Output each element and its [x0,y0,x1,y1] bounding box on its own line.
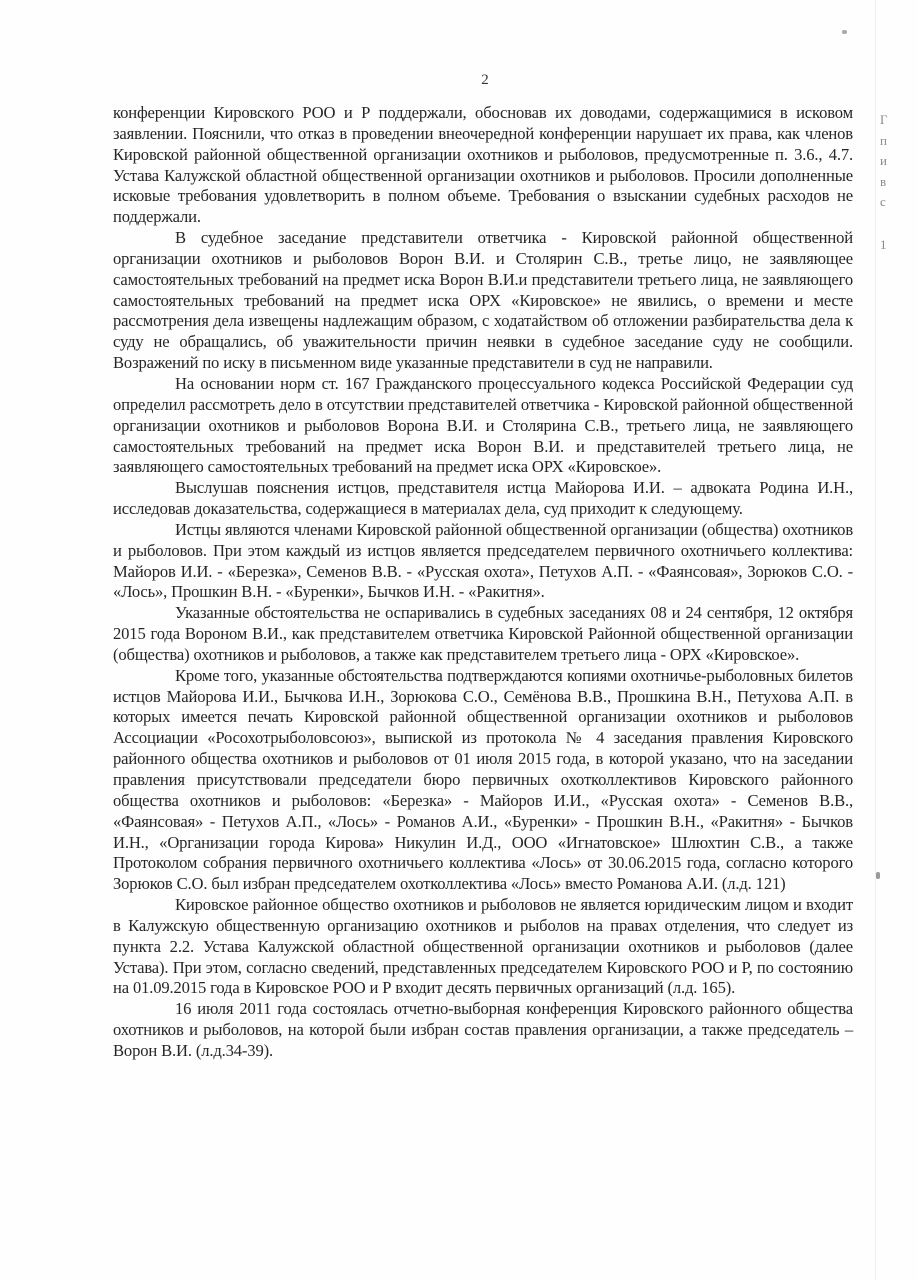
bleed-char: с [880,194,886,209]
paragraph-8: Кировское районное общество охотников и рыболовов не является юридическим лицом и входит в Калужскую общественную организацию охотников и рыболов на правах отделения, что следует из пункта 2.2. Устава Калужской областной общественной организации охотников и рыболовов (далее Устава). При этом, согласно сведений, представленных председателем Кировского РОО и Р, по состоянию на 01.09.2015 года в Кировское РОО и Р входит десять первичных организаций (л.д. 165). [113,895,853,998]
paragraph-5: Истцы являются членами Кировской районной общественной организации (общества) охотников и рыболовов. При этом каждый из истцов является председателем первичного охотничьего коллектива: Майоров И.И. - «Березка», Семенов В.В. - «Русская охота», Петухов А.П. - «Фаянсовая», Зорюков С.О. - «Лось», Прошкин В.Н. - «Буренки», Бычков И.Н. - «Ракитня». [113,519,853,602]
paragraph-9: 16 июля 2011 года состоялась отчетно-выборная конференция Кировского районного общества охотников и рыболовов, на которой были избран состав правления организации, а также председатель – Ворон В.И. (л.д.34-39). [113,999,853,1060]
paragraph-4: Выслушав пояснения истцов, представителя истца Майорова И.И. – адвоката Родина И.Н., исследовав доказательства, содержащиеся в материалах дела, суд приходит к следующему. [113,478,853,519]
bleed-char: Г [880,112,888,127]
paragraph-6: Указанные обстоятельства не оспаривались в судебных заседаниях 08 и 24 сентября, 12 октября 2015 года Вороном В.И., как представителем ответчика Кировской Районной общественной организации (общества) охотников и рыболовов, а также как представителем третьего лица - ОРХ «Кировское». [113,603,853,664]
document-body [113,103,853,1062]
paragraph-3: На основании норм ст. 167 Гражданского процессуального кодекса Российской Федерации суд определил рассмотреть дело в отсутствии представителей ответчика - Кировской районной общественной организации охотников и рыболовов Ворона В.И. и Столярина С.В., третьего лица, не заявляющего самостоятельных требований на предмет иска Ворон В.И. и представителей третьего лица, не заявляющего самостоятельных требований на предмет иска ОРХ «Кировское». [113,373,853,477]
scan-speck [876,872,880,879]
adjacent-page-bleed [880,110,910,255]
paragraph-2: В судебное заседание представители ответчика - Кировской районной общественной организации охотников и рыболовов Ворон В.И. и Столярин С.В., третье лицо, не заявляющее самостоятельных требований на предмет иска Ворон В.И.и представители третьего лица, не заявляющего самостоятельных требований на предмет иска ОРХ «Кировское» не явились, о времени и месте рассмотрения дела извещены надлежащим образом, с ходатайством об отложении разбирательства дела к суду не обращались, об уважительности причин неявки в судебное заседание суду не сообщили. Возражений по иску в письменном виде указанные представители в суд не направили. [113,228,853,373]
bleed-char: 1 [880,236,887,252]
scan-speck [842,30,847,34]
bleed-char: и [880,153,887,168]
paragraph-1: конференции Кировского РОО и Р поддержали, обосновав их доводами, содержащимися в исковом заявлении. Пояснили, что отказ в проведении внеочередной конференции нарушает их права, как членов Кировской районной общественной организации охотников и рыболовов, предусмотренные п. 3.6., 4.7. Устава Калужской областной общественной организации охотников и рыболовов. Просили дополненные исковые требования удовлетворить в полном объеме. Требования о взыскании судебных расходов не поддержали. [113,103,853,227]
bleed-char: в [880,173,887,189]
paragraph-7: Кроме того, указанные обстоятельства подтверждаются копиями охотничье-рыболовных билетов истцов Майорова И.И., Бычкова И.Н., Зорюкова С.О., Семёнова В.В., Прошкина В.Н., Петухова А.П. в которых имеется печать Кировской районной общественной организации охотников и рыболовов Ассоциации «Росохотрыболовсоюз», выпиской из протокола № 4 заседания правления Кировского районного общества охотников и рыболовов от 01 июля 2015 года, в которой указано, что на заседании правления присутствовали председатели бюро первичных охотколлективов Кировского районного общества охотников и рыболовов: «Березка» - Майоров И.И., «Русская охота» - Семенов В.В., «Фаянсовая» - Петухов А.П., «Лось» - Романов А.И., «Буренки» - Прошкин В.Н., «Ракитня» - Бычков И.Н., «Организации города Кирова» Никулин И.Д., ООО «Игнатовское» Шлюхтин С.В., а также Протоколом собрания первичного охотничьего коллектива «Лось» от 30.06.2015 года, согласно которого Зорюков С.О. был избран председателем охотколлектива «Лось» вместо Романова А.И. (л.д. 121) [113,665,853,894]
bleed-char: п [880,132,887,148]
page-number: 2 [481,72,489,88]
page-fold-line [875,0,876,1280]
